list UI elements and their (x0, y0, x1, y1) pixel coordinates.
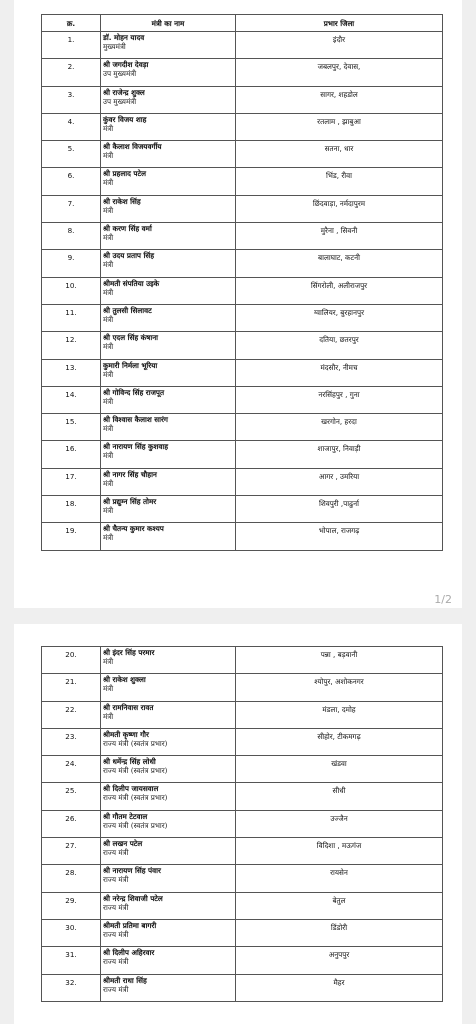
serial-cell: 32. (42, 974, 101, 1001)
table-row (42, 674, 443, 701)
minister-cell (101, 304, 236, 331)
minister-role: राज्य मंत्री (103, 875, 129, 885)
minister-cell (101, 141, 236, 168)
minister-name: श्री गोविन्द सिंह राजपूत (103, 387, 165, 397)
district-cell: बालाघाट, कटनी (236, 250, 443, 277)
minister-name: श्री दिलीप जायसवाल (103, 784, 159, 794)
header-name: मंत्री का नाम (101, 15, 236, 32)
serial-cell: 10. (42, 277, 101, 304)
table-row (42, 223, 443, 250)
minister-role: मंत्री (103, 369, 114, 379)
table-row (42, 250, 443, 277)
minister-role: उप मुख्यमंत्री (103, 96, 137, 106)
table-row (42, 701, 443, 728)
table-row (42, 974, 443, 1001)
minister-role: राज्य मंत्री (स्वतंत्र प्रभार) (103, 793, 168, 803)
serial-cell: 21. (42, 674, 101, 701)
minister-name: श्री राकेश सिंह (103, 196, 141, 206)
minister-name: श्री राजेन्द्र शुक्ल (103, 87, 145, 97)
serial-cell: 3. (42, 86, 101, 113)
header-serial: क्र. (42, 15, 101, 32)
minister-cell (101, 250, 236, 277)
minister-cell (101, 919, 236, 946)
district-cell: सीहोर, टीकमगढ़ (236, 728, 443, 755)
minister-role: मंत्री (103, 478, 114, 488)
minister-name: डॉ. मोहन यादव (103, 33, 145, 42)
serial-cell: 31. (42, 947, 101, 974)
serial-cell: 9. (42, 250, 101, 277)
serial-cell: 2. (42, 59, 101, 86)
minister-name: श्री नारायण सिंह पंवार (103, 866, 161, 876)
district-cell: मुरैना , सिवनी (236, 223, 443, 250)
table-row (42, 783, 443, 810)
minister-role: मंत्री (103, 396, 114, 406)
minister-cell (101, 647, 236, 674)
minister-cell (101, 674, 236, 701)
serial-cell: 25. (42, 783, 101, 810)
serial-cell: 15. (42, 414, 101, 441)
table-row (42, 756, 443, 783)
minister-name: श्री नागर सिंह चौहान (103, 469, 157, 479)
serial-cell: 20. (42, 647, 101, 674)
minister-name: श्री कैलाश विजयवर्गीय (103, 142, 162, 152)
serial-cell: 16. (42, 441, 101, 468)
table-row (42, 810, 443, 837)
table-row (42, 728, 443, 755)
district-cell: खंडवा (236, 756, 443, 783)
table-row (42, 919, 443, 946)
minister-role: मंत्री (103, 260, 114, 270)
serial-cell: 30. (42, 919, 101, 946)
minister-role: मंत्री (103, 506, 114, 516)
district-cell: मैहर (236, 974, 443, 1001)
district-cell: दतिया, छतरपुर (236, 332, 443, 359)
district-cell: अनुपपुर (236, 947, 443, 974)
table-row (42, 141, 443, 168)
minister-name: श्रीमती कृष्णा गौर (103, 729, 149, 739)
minister-role: राज्य मंत्री (स्वतंत्र प्रभार) (103, 766, 168, 776)
minister-cell (101, 414, 236, 441)
minister-role: मंत्री (103, 287, 114, 297)
minister-name: श्री नरेन्द्र शिवाजी पटेल (103, 893, 163, 903)
minister-cell (101, 86, 236, 113)
district-cell: जबलपुर, देवास, (236, 59, 443, 86)
serial-cell: 24. (42, 756, 101, 783)
minister-name: श्री प्रहलाद पटेल (103, 169, 146, 179)
district-cell: सतना, धार (236, 141, 443, 168)
minister-cell (101, 810, 236, 837)
minister-role: राज्य मंत्री (स्वतंत्र प्रभार) (103, 820, 168, 830)
district-cell: विदिशा , मऊगंज (236, 838, 443, 865)
table-row (42, 892, 443, 919)
minister-role: मंत्री (103, 711, 114, 721)
minister-name: श्री प्रद्युम्न सिंह तोमर (103, 497, 157, 507)
table-row (42, 59, 443, 86)
minister-name: श्रीमती राधा सिंह (103, 975, 147, 985)
district-cell: भोपाल, राजगढ़ (236, 523, 443, 550)
minister-role: राज्य मंत्री (103, 902, 129, 912)
minister-name: कुमारी निर्मला भूरिया (103, 360, 158, 370)
minister-role: उप मुख्यमंत्री (103, 69, 137, 79)
minister-role: मंत्री (103, 314, 114, 324)
district-cell: मंडला, दमोह (236, 701, 443, 728)
minister-cell (101, 32, 236, 59)
table-row (42, 304, 443, 331)
table-row (42, 523, 443, 550)
minister-cell (101, 701, 236, 728)
minister-cell (101, 113, 236, 140)
minister-name: श्री दिलीप अहिरवार (103, 948, 155, 958)
minister-name: श्री गौतम टेटवाल (103, 811, 148, 821)
district-cell: नरसिंहपुर , गुना (236, 386, 443, 413)
serial-cell: 27. (42, 838, 101, 865)
table-row (42, 386, 443, 413)
district-cell: छिंदवाड़ा, नर्मदापुरम (236, 195, 443, 222)
table-row (42, 468, 443, 495)
table-row (42, 865, 443, 892)
minister-cell (101, 195, 236, 222)
minister-role: मंत्री (103, 451, 114, 461)
minister-cell (101, 974, 236, 1001)
minister-cell (101, 332, 236, 359)
minister-name: श्री तुलसी सिलावट (103, 305, 152, 315)
minister-cell (101, 783, 236, 810)
district-cell: इंदौर (236, 32, 443, 59)
minister-table-page-2 (41, 646, 443, 1002)
minister-role: राज्य मंत्री (103, 984, 129, 994)
minister-cell (101, 59, 236, 86)
district-cell: भिंड, रीवा (236, 168, 443, 195)
minister-name: श्री एदल सिंह कंषाना (103, 333, 159, 343)
serial-cell: 7. (42, 195, 101, 222)
table-row (42, 113, 443, 140)
serial-cell: 17. (42, 468, 101, 495)
minister-name: श्री करण सिंह वर्मा (103, 224, 152, 234)
serial-cell: 5. (42, 141, 101, 168)
minister-name: श्रीमती प्रतिमा बागरी (103, 920, 157, 930)
minister-role: मंत्री (103, 684, 114, 694)
district-cell: सिंगरोली, अलीराजपुर (236, 277, 443, 304)
serial-cell: 11. (42, 304, 101, 331)
serial-cell: 13. (42, 359, 101, 386)
minister-role: मंत्री (103, 205, 114, 215)
table-row (42, 195, 443, 222)
table-row (42, 838, 443, 865)
district-cell: रायसेन (236, 865, 443, 892)
minister-role: मंत्री (103, 342, 114, 352)
serial-cell: 19. (42, 523, 101, 550)
district-cell: खरगोन, हरदा (236, 414, 443, 441)
table-row (42, 332, 443, 359)
page-indicator: 1/2 (434, 593, 452, 606)
minister-name: श्री चैतन्य कुमार कश्यप (103, 524, 164, 534)
minister-name: श्री लखन पटेल (103, 839, 143, 849)
minister-cell (101, 277, 236, 304)
serial-cell: 18. (42, 496, 101, 523)
minister-cell (101, 728, 236, 755)
district-cell: शाजापुर, निवाड़ी (236, 441, 443, 468)
serial-cell: 26. (42, 810, 101, 837)
header-district: प्रभार जिला (236, 15, 443, 32)
minister-cell (101, 441, 236, 468)
minister-cell (101, 756, 236, 783)
serial-cell: 23. (42, 728, 101, 755)
minister-name: श्री नारायण सिंह कुशवाह (103, 442, 169, 452)
district-cell: श्योपुर, अशोकनगर (236, 674, 443, 701)
minister-name: श्री उदय प्रताप सिंह (103, 251, 155, 261)
district-cell: आगर , उमरिया (236, 468, 443, 495)
minister-role: मंत्री (103, 233, 114, 243)
table-row (42, 441, 443, 468)
minister-role: मंत्री (103, 657, 114, 666)
minister-role: राज्य मंत्री (103, 957, 129, 967)
district-cell: डिंडोरी (236, 919, 443, 946)
table-row (42, 496, 443, 523)
minister-cell (101, 865, 236, 892)
minister-cell (101, 947, 236, 974)
table-row (42, 947, 443, 974)
minister-name: श्री रामनिवास रावत (103, 702, 154, 712)
serial-cell: 28. (42, 865, 101, 892)
minister-table-page-1 (41, 14, 443, 551)
minister-role: मंत्री (103, 178, 114, 188)
minister-cell (101, 838, 236, 865)
district-cell: मंदसौर, नीमच (236, 359, 443, 386)
minister-role: राज्य मंत्री (स्वतंत्र प्रभार) (103, 738, 168, 748)
minister-role: राज्य मंत्री (103, 848, 129, 858)
table-row (42, 277, 443, 304)
serial-cell: 8. (42, 223, 101, 250)
minister-cell (101, 523, 236, 550)
district-cell: ग्वालियर, बुरहानपुर (236, 304, 443, 331)
district-cell: सागर, शहडोल (236, 86, 443, 113)
serial-cell: 22. (42, 701, 101, 728)
minister-role: मंत्री (103, 424, 114, 434)
minister-role: मुख्यमंत्री (103, 42, 126, 51)
minister-name: श्री जगदीश देवड़ा (103, 60, 149, 70)
serial-cell: 6. (42, 168, 101, 195)
table-row (42, 32, 443, 59)
district-cell: रतलाम , झाबुआ (236, 113, 443, 140)
minister-cell (101, 892, 236, 919)
minister-name: श्री राकेश शुक्ला (103, 675, 146, 685)
district-cell: पन्ना , बड़वानी (236, 647, 443, 674)
minister-cell (101, 223, 236, 250)
minister-cell (101, 359, 236, 386)
table-row (42, 414, 443, 441)
minister-name: श्री धर्मेन्द्र सिंह लोधी (103, 757, 156, 767)
minister-role: राज्य मंत्री (103, 929, 129, 939)
minister-role: मंत्री (103, 533, 114, 543)
minister-name: कुंवर विजय शाह (103, 114, 147, 124)
district-cell: शिवपुरी ,पाढुर्ना (236, 496, 443, 523)
district-cell: उज्जैन (236, 810, 443, 837)
minister-role: मंत्री (103, 123, 114, 133)
minister-cell (101, 386, 236, 413)
minister-name: श्री विश्वास कैलाश सारंग (103, 415, 168, 425)
serial-cell: 4. (42, 113, 101, 140)
minister-cell (101, 168, 236, 195)
table-row (42, 359, 443, 386)
table-row (42, 168, 443, 195)
serial-cell: 1. (42, 32, 101, 59)
district-cell: सीधी (236, 783, 443, 810)
district-cell: बेतुल (236, 892, 443, 919)
minister-cell (101, 468, 236, 495)
document-page-2 (14, 624, 462, 1024)
minister-name: श्रीमती संपतिया उइके (103, 278, 160, 288)
document-page-1 (14, 0, 462, 608)
serial-cell: 29. (42, 892, 101, 919)
table-header-row (42, 15, 443, 32)
minister-cell (101, 496, 236, 523)
table-row (42, 647, 443, 674)
minister-name: श्री इंदर सिंह परमार (103, 648, 155, 657)
serial-cell: 12. (42, 332, 101, 359)
table-row (42, 86, 443, 113)
serial-cell: 14. (42, 386, 101, 413)
minister-role: मंत्री (103, 151, 114, 161)
